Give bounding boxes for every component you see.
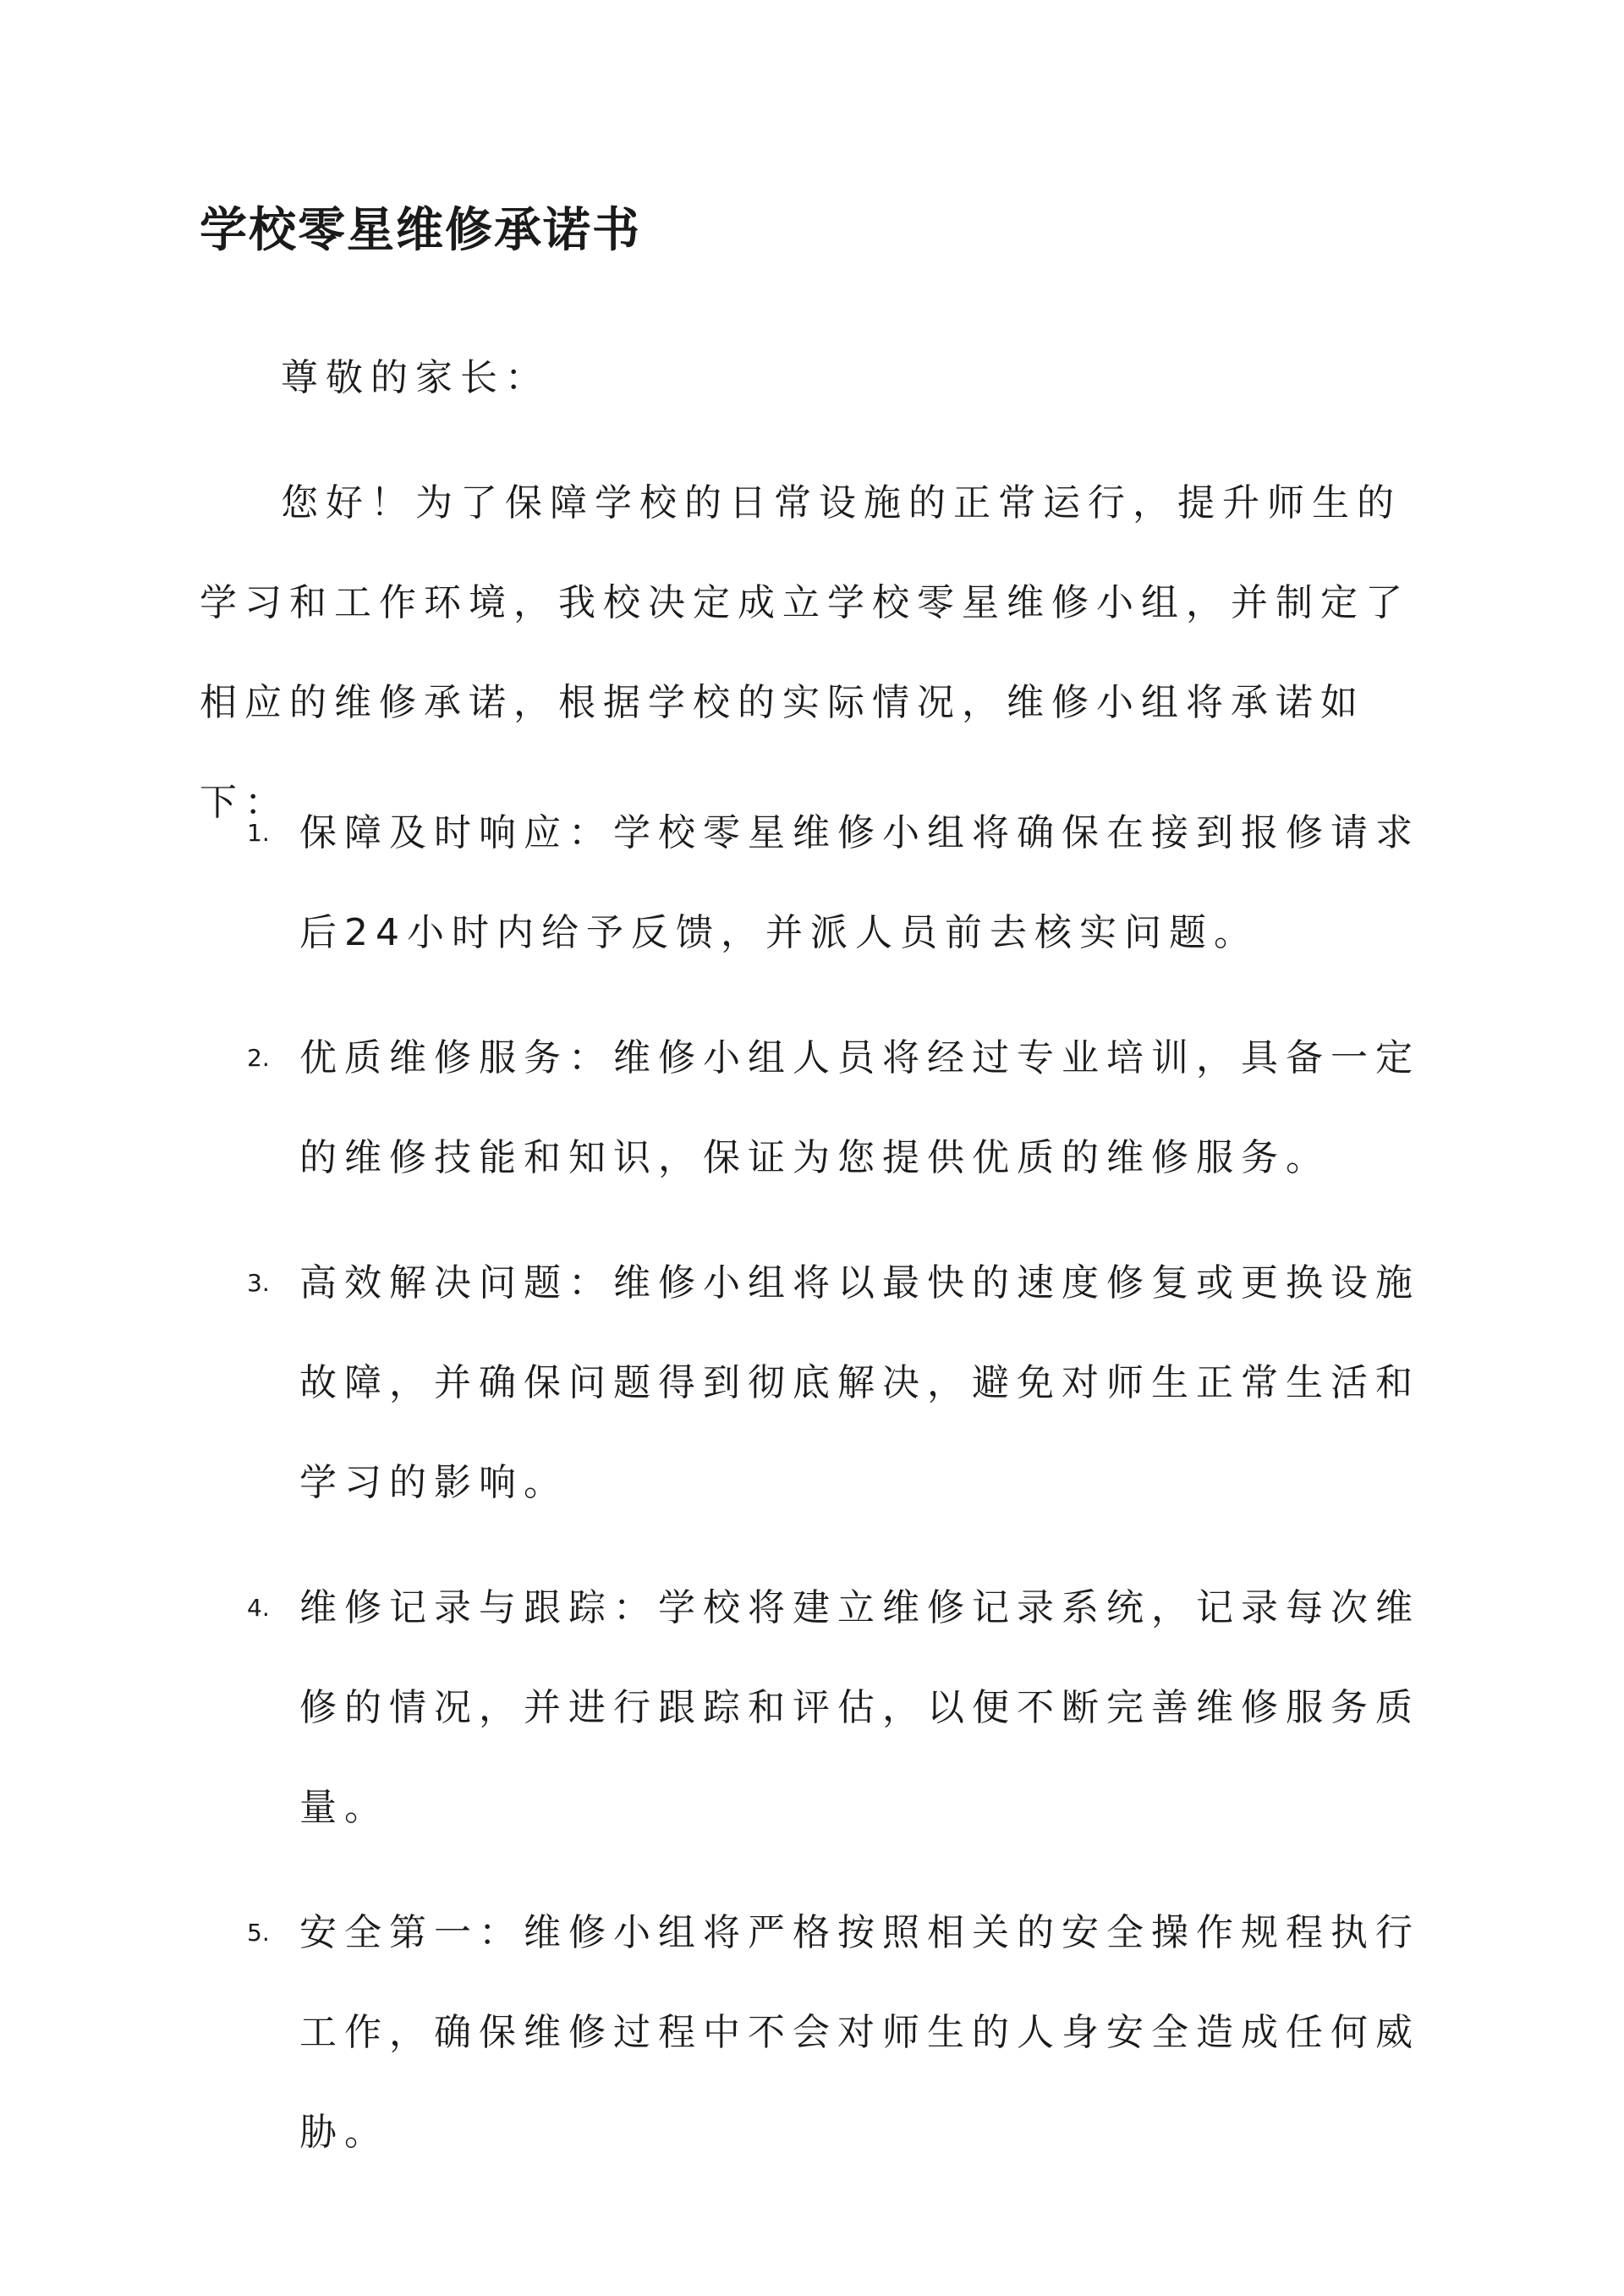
list-item-text: 维修记录与跟踪：学校将建立维修记录系统，记录每次维修的情况，并进行跟踪和评估，以便不断完善维修服务质量。	[299, 1586, 1420, 1829]
list-item-number: 1.	[247, 819, 270, 847]
list-item-text: 安全第一：维修小组将严格按照相关的安全操作规程执行工作，确保维修过程中不会对师生的人身安全造成任何威胁。	[299, 1911, 1420, 2154]
list-item-number: 5.	[247, 1919, 270, 1947]
commitment-list	[200, 783, 1435, 2208]
list-item-number: 3.	[247, 1269, 270, 1297]
list-item-text: 保障及时响应：学校零星维修小组将确保在接到报修请求后24小时内给予反馈，并派人员前去核实问题。	[299, 811, 1420, 954]
list-item	[200, 1008, 1435, 1208]
list-item-number: 2.	[247, 1044, 270, 1072]
list-item	[200, 1883, 1435, 2183]
list-item	[200, 1233, 1435, 1533]
document-title: 学校零星维修承诺书	[200, 202, 641, 258]
intro-paragraph: 您好！为了保障学校的日常设施的正常运行，提升师生的学习和工作环境，我校决定成立学校零星维修小组，并制定了相应的维修承诺，根据学校的实际情况，维修小组将承诺如下：	[200, 481, 1410, 824]
list-item	[200, 1558, 1435, 1858]
list-item-text: 高效解决问题：维修小组将以最快的速度修复或更换设施故障，并确保问题得到彻底解决，避免对师生正常生活和学习的影响。	[299, 1261, 1420, 1504]
salutation: 尊敬的家长：	[281, 356, 550, 399]
list-item	[200, 783, 1435, 983]
list-item-number: 4.	[247, 1594, 270, 1622]
list-item-text: 优质维修服务：维修小组人员将经过专业培训，具备一定的维修技能和知识，保证为您提供优质的维修服务。	[299, 1036, 1420, 1179]
